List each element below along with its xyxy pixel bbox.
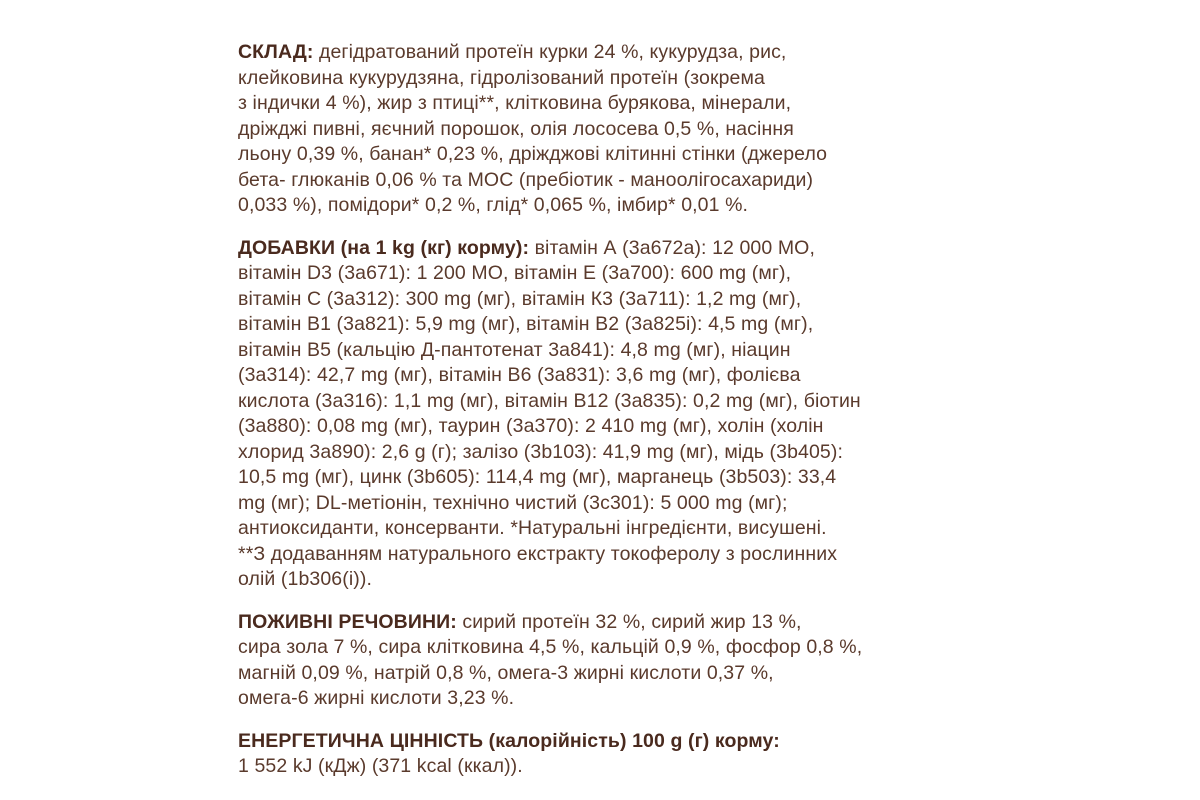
additives-line: mg (мг); DL-метіонін, технічно чистий (3c301): 5 000 mg (мг); <box>238 491 788 514</box>
nutrients-section <box>238 610 978 712</box>
energy-heading: ЕНЕРГЕТИЧНА ЦІННІСТЬ (калорійність) 100 g (г) корму: <box>238 729 780 752</box>
nutrients-line <box>238 610 978 636</box>
composition-heading: СКЛАД: <box>238 41 314 63</box>
additives-line <box>238 236 978 262</box>
additives-line: вітамін D3 (3a671): 1 200 МО, вітамін Е (3a700): 600 mg (мг), <box>238 262 792 284</box>
composition-section <box>238 40 978 219</box>
composition-line: льону 0,39 %, банан* 0,23 %, дріжджові клітинні стінки (джерело <box>238 143 828 165</box>
additives-line: (3a314): 42,7 mg (мг), вітамін В6 (3a831): 3,6 mg (мг), фолієва <box>238 364 801 386</box>
composition-line: бета- глюканів 0,06 % та МОС (пребіотик - маноолігосахариди) <box>238 168 814 191</box>
additives-line: (3a880): 0,08 mg (мг), таурин (3a370): 2 410 mg (мг), холін (холін <box>238 415 824 437</box>
additives-text: вітамін А (3a672a): 12 000 МО, <box>529 236 815 259</box>
additives-line: 10,5 mg (мг), цинк (3b605): 114,4 mg (мг), марганець (3b503): 33,4 <box>238 466 837 488</box>
composition-line: з індички 4 %), жир з птиці**, клітковина бурякова, мінерали, <box>238 92 792 114</box>
nutrients-heading: ПОЖИВНІ РЕЧОВИНИ: <box>238 610 457 633</box>
composition-line: 0,033 %), помідори* 0,2 %, глід* 0,065 %, імбир* 0,01 %. <box>238 194 749 216</box>
additives-line: вітамін В1 (3a821): 5,9 mg (мг), вітамін В2 (3a825i): 4,5 mg (мг), <box>238 313 814 335</box>
additives-line: кислота (3a316): 1,1 mg (мг), вітамін В12 (3a835): 0,2 mg (мг), біотин <box>238 389 861 412</box>
additives-line: хлорид 3a890): 2,6 g (г); залізо (3b103): 41,9 mg (мг), мідь (3b405): <box>238 440 843 463</box>
additives-line: **З додаванням натурального екстракту токоферолу з рослинних <box>238 542 838 565</box>
composition-line <box>238 40 978 66</box>
nutrients-line: магній 0,09 %, натрій 0,8 %, омега-3 жирні кислоти 0,37 %, <box>238 661 774 684</box>
additives-heading: ДОБАВКИ (на 1 kg (кг) корму): <box>238 236 530 259</box>
additives-section <box>238 236 978 593</box>
energy-line <box>238 729 978 755</box>
additives-line: антиоксиданти, консерванти. *Натуральні інгредієнти, висушені. <box>238 517 827 539</box>
additives-line: олій (1b306(i)). <box>238 568 372 590</box>
label-text-document <box>238 40 978 797</box>
additives-line: вітамін С (3a312): 300 mg (мг), вітамін К3 (3a711): 1,2 mg (мг), <box>238 287 802 310</box>
additives-line: вітамін В5 (кальцію Д-пантотенат 3a841): 4,8 mg (мг), ніацин <box>238 338 791 361</box>
nutrients-line: сира зола 7 %, сира клітковина 4,5 %, кальцій 0,9 %, фосфор 0,8 %, <box>238 636 863 658</box>
composition-text: дегідратований протеїн курки 24 %, кукурудза, рис, <box>313 41 787 63</box>
nutrients-line: омега-6 жирні кислоти 3,23 %. <box>238 687 515 709</box>
composition-line: клейковина кукурудзяна, гідролізований протеїн (зокрема <box>238 66 765 89</box>
energy-line: 1 552 kJ (кДж) (371 kcal (ккал)). <box>238 755 523 777</box>
composition-line: дріжджі пивні, яєчний порошок, олія лососева 0,5 %, насіння <box>238 117 794 140</box>
nutrients-text: сирий протеїн 32 %, сирий жир 13 %, <box>456 610 802 633</box>
energy-section <box>238 729 978 780</box>
